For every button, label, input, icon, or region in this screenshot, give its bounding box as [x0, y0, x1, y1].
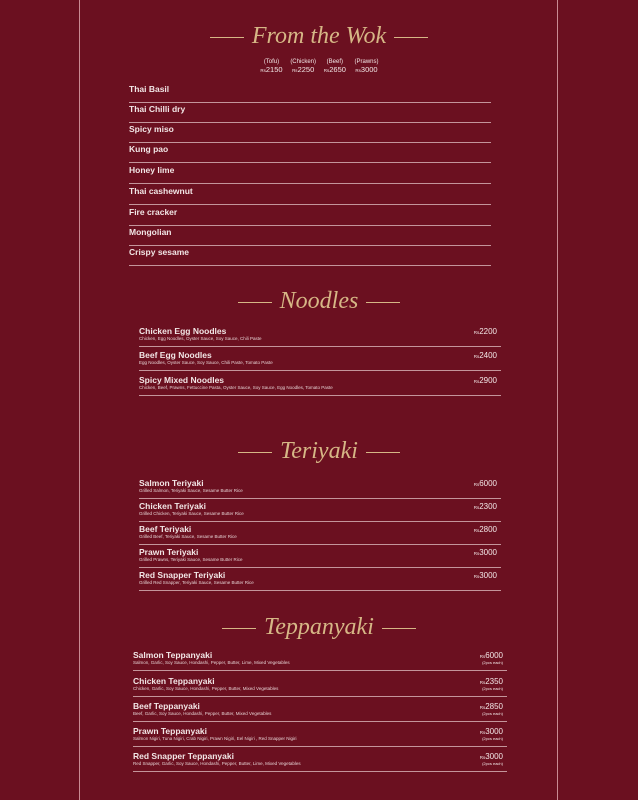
title-rule-right: [366, 452, 400, 453]
wok-price-tofu: (Tofu) Rs2150: [260, 59, 283, 74]
item-price: Rs2900: [473, 376, 497, 385]
item-name: Beef Egg Noodles: [139, 350, 212, 360]
wok-item: Kung pao: [129, 143, 491, 163]
wok-item: Thai cashewnut: [129, 185, 491, 205]
item-name: Prawn Teppanyaki: [133, 726, 208, 736]
item-desc: Grilled Chicken, Teriyaki Sauce, Sesame Butter Rice: [139, 511, 244, 516]
item-price: Rs2850 (2pcs each): [479, 702, 503, 716]
item-name: Beef Teriyaki: [139, 524, 192, 534]
wok-price-legend: [0, 59, 638, 75]
wok-item: Spicy miso: [129, 123, 491, 143]
title-rule-right: [366, 302, 400, 303]
item-name: Red Snapper Teppanyaki: [133, 751, 234, 761]
item-price: Rs3000: [473, 548, 497, 557]
wok-item: Honey lime: [129, 164, 491, 184]
section-title-noodles: [0, 287, 638, 315]
title-rule-left: [210, 37, 244, 38]
item-desc: Grilled Salmon, Teriyaki Sauce, Sesame Butter Rice: [139, 488, 243, 493]
item-price: Rs6000: [473, 479, 497, 488]
item-name: Spicy Mixed Noodles: [139, 375, 225, 385]
noodles-item: [139, 375, 501, 396]
item-name: Beef Teppanyaki: [133, 701, 200, 711]
wok-title: From the Wok: [251, 23, 387, 49]
teriyaki-item: [139, 547, 501, 568]
item-name: Salmon Teriyaki: [139, 478, 204, 488]
item-price: Rs3000 (2pcs each): [479, 727, 503, 741]
item-price: Rs6000 (2pcs each): [479, 651, 503, 665]
wok-item: Thai Chilli dry: [129, 103, 491, 123]
item-price: Rs3000: [473, 571, 497, 580]
teriyaki-item: [139, 501, 501, 522]
title-rule-right: [394, 37, 428, 38]
item-desc: Egg Noodles, Oyster Sauce, Soy Sauce, Chili Paste, Tomato Paste: [139, 360, 273, 365]
item-desc: Grilled Beef, Teriyaki Sauce, Sesame Butter Rice: [139, 534, 237, 539]
teriyaki-item: [139, 478, 501, 499]
teppanyaki-item: [133, 650, 507, 671]
teriyaki-item: [139, 570, 501, 591]
section-title-teppanyaki: [0, 613, 638, 641]
teppanyaki-item: [133, 726, 507, 747]
item-price: Rs2300: [473, 502, 497, 511]
wok-price-chicken: (Chicken) Rs2250: [290, 59, 316, 74]
item-name: Prawn Teriyaki: [139, 547, 199, 557]
noodles-item: [139, 350, 501, 371]
item-desc: Salmon Nigiri, Tuna Nigiri, Crab Nigiri, Prawn Nigiri, Eel Nigiri , Red Snapper Nigiri: [133, 736, 297, 741]
item-desc: Chicken, Beef, Prawns, Fettuccine Pasta, Oyster Sauce, Soy Sauce, Egg Noodles, Tomato Paste: [139, 385, 333, 390]
title-rule-left: [222, 628, 256, 629]
wok-item: Mongolian: [129, 226, 491, 246]
wok-price-prawns: (Prawns) Rs3000: [354, 59, 379, 74]
teppanyaki-item: [133, 751, 507, 772]
noodles-item: [139, 326, 501, 347]
noodles-title: Noodles: [279, 288, 359, 314]
item-desc: Beef, Garlic, Soy Sauce, Hondashi, Pepper, Butter, Mixed Vegetables: [133, 711, 272, 716]
section-title-teriyaki: [0, 437, 638, 465]
item-price: Rs2400: [473, 351, 497, 360]
item-desc: Red Snapper, Garlic, Soy Sauce, Hondashi, Pepper, Butter, Lime, Mixed Vegetables: [133, 761, 301, 766]
wok-item: Crispy sesame: [129, 246, 491, 266]
item-price: Rs2800: [473, 525, 497, 534]
item-price: Rs2200: [473, 327, 497, 336]
wok-item: Fire cracker: [129, 206, 491, 226]
section-title-wok: [0, 22, 638, 50]
teppanyaki-item: [133, 701, 507, 722]
teriyaki-item: [139, 524, 501, 545]
item-name: Chicken Teriyaki: [139, 501, 206, 511]
teriyaki-title: Teriyaki: [280, 438, 358, 464]
item-name: Salmon Teppanyaki: [133, 650, 213, 660]
teppanyaki-item: [133, 676, 507, 697]
title-rule-left: [238, 452, 272, 453]
item-price: Rs3000 (2pcs each): [479, 752, 503, 766]
item-price: Rs2350 (2pcs each): [479, 677, 503, 691]
title-rule-right: [382, 628, 416, 629]
item-desc: Salmon, Garlic, Soy Sauce, Hondashi, Pepper, Butter, Lime, Mixed Vegetables: [133, 660, 290, 665]
item-name: Red Snapper Teriyaki: [139, 570, 226, 580]
title-rule-left: [238, 302, 272, 303]
item-name: Chicken Egg Noodles: [139, 326, 227, 336]
item-desc: Grilled Red Snapper, Teriyaki Sauce, Sesame Butter Rice: [139, 580, 254, 585]
teppanyaki-title: Teppanyaki: [264, 614, 374, 640]
item-desc: Grilled Prawns, Teriyaki Sauce, Sesame Butter Rice: [139, 557, 243, 562]
item-desc: Chicken, Garlic, Soy Sauce, Hondashi, Pepper, Butter, Mixed Vegetables: [133, 686, 279, 691]
wok-price-beef: (Beef) Rs2650: [323, 59, 346, 74]
wok-item: Thai Basil: [129, 83, 491, 103]
item-name: Chicken Teppanyaki: [133, 676, 215, 686]
item-desc: Chicken, Egg Noodles, Oyster Sauce, Soy Sauce, Chili Paste: [139, 336, 262, 341]
